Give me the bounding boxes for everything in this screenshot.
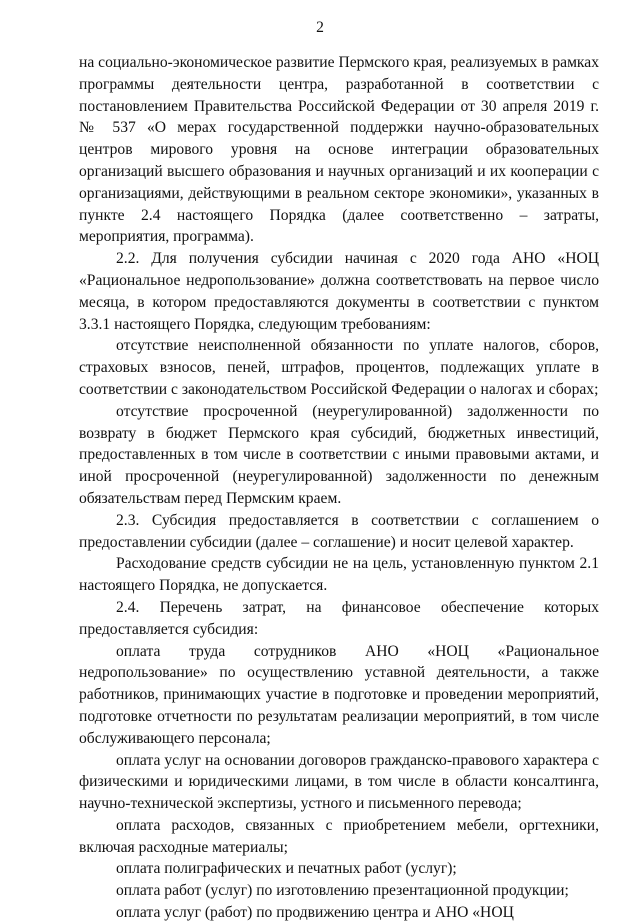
paragraph: Расходование средств субсидии не на цель, установленную пунктом 2.1 настоящего Порядка, не допускается.: [79, 555, 599, 595]
paragraph: 2.4. Перечень затрат, на финансовое обеспечение которых предоставляется субсидия:: [79, 598, 599, 638]
paragraph: отсутствие просроченной (неурегулированной) задолженности по возврату в бюджет Пермского края субсидий, бюджетных инвестиций, предоставленных в том числе в соответствии с иными правовыми актами, и иной просроченной (неурегулированной) задолженности по денежным обязательствам перед Пермским краем.: [79, 402, 599, 507]
paragraph: оплата расходов, связанных с приобретением мебели, оргтехники, включая расходные материалы;: [79, 816, 599, 856]
paragraph: оплата услуг (работ) по продвижению центра и АНО «НОЦ: [116, 904, 514, 922]
paragraph: оплата работ (услуг) по изготовлению презентационной продукции;: [116, 882, 569, 900]
paragraph: оплата труда сотрудников АНО «НОЦ «Рациональное недропользование» по осуществлению уставной деятельности, а также работников, принимающих участие в подготовке и проведении мероприятий, подготовке отчетности по результатам реализации мероприятий, в том числе обслуживающего персонала;: [79, 642, 599, 747]
paragraph: оплата услуг на основании договоров гражданско-правового характера с физическими и юридическими лицами, в том числе в области консалтинга, научно-технической экспертизы, устного и письменного перевода;: [79, 751, 599, 813]
document-body: [79, 52, 599, 924]
paragraph: на социально-экономическое развитие Пермского края, реализуемых в рамках программы деятельности центра, разработанной в соответствии с постановлением Правительства Российской Федерации от 30 апреля 2019 г. № 537 «О мерах государственной поддержки научно-образовательных центров мирового уровня на основе интеграции образовательных организаций высшего образования и научных организаций и их кооперации с организациями, действующими в реальном секторе экономики», указанных в пункте 2.4 настоящего Порядка (далее соответственно – затраты, мероприятия, программа).: [79, 54, 599, 246]
paragraph: отсутствие неисполненной обязанности по уплате налогов, сборов, страховых взносов, пеней, штрафов, процентов, подлежащих уплате в соответствии с законодательством Российской Федерации о налогах и сборах;: [79, 337, 599, 398]
paragraph: 2.3. Субсидия предоставляется в соответствии с соглашением о предоставлении субсидии (далее – соглашение) и носит целевой характер.: [79, 511, 599, 551]
paragraph: 2.2. Для получения субсидии начиная с 2020 года АНО «НОЦ «Рациональное недропользование» должна соответствовать на первое число месяца, в котором предоставляются документы в соответствии с пунктом 3.3.1 настоящего Порядка, следующим требованиям:: [79, 250, 599, 333]
paragraph: оплата полиграфических и печатных работ (услуг);: [116, 860, 457, 878]
page-number: 2: [316, 19, 324, 36]
